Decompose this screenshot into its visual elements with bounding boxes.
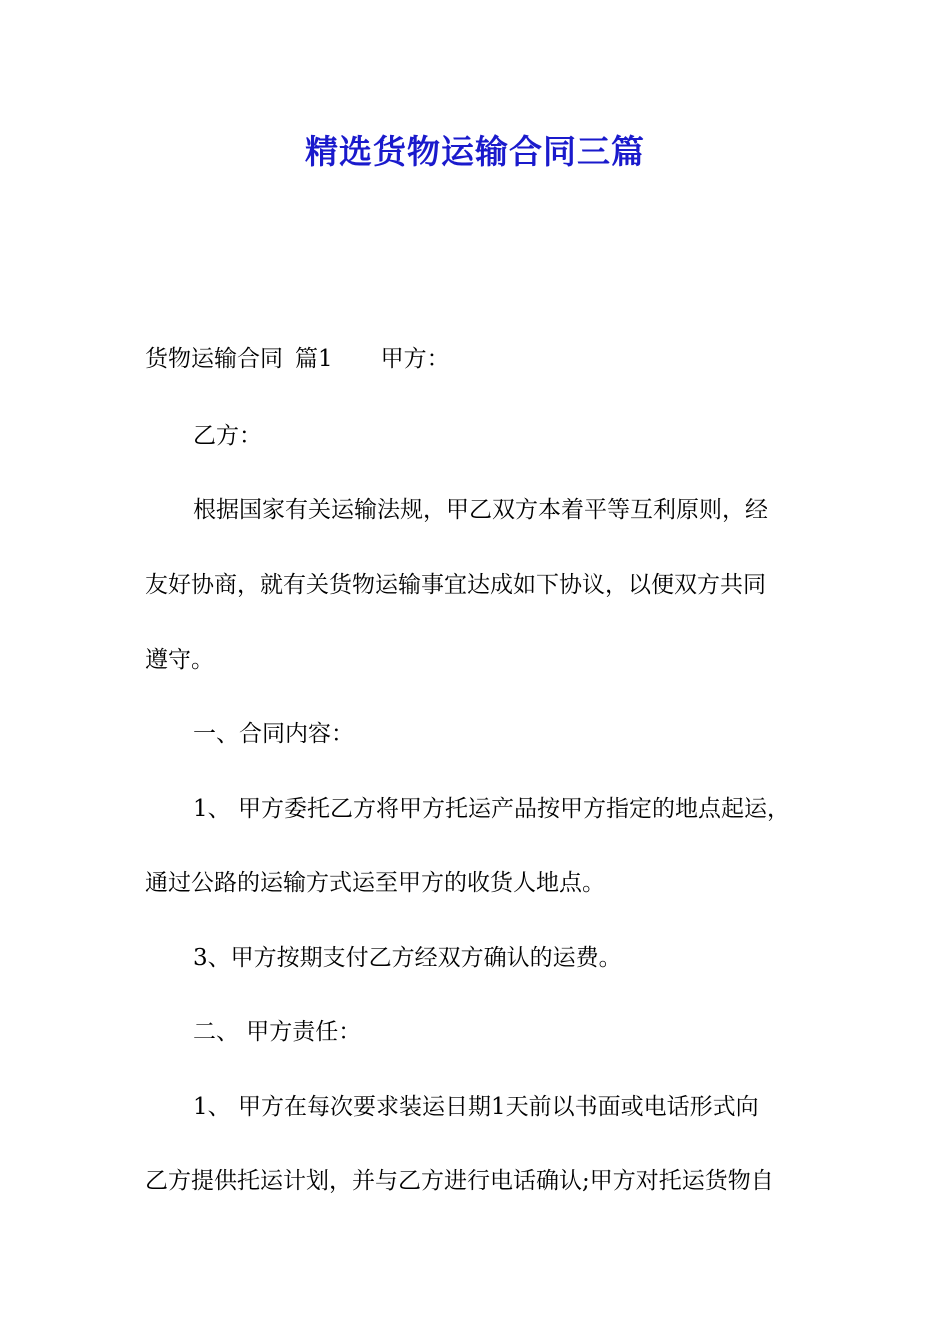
paragraph-line: 乙方提供托运计划，并与乙方进行电话确认;甲方对托运货物自 [145, 1168, 774, 1194]
party-b-label: 乙方： [193, 423, 262, 449]
document-title: 精选货物运输合同三篇 [305, 132, 645, 171]
paragraph-line: 1、 甲方在每次要求装运日期1天前以书面或电话形式向 [193, 1094, 759, 1120]
paragraph-line: 根据国家有关运输法规，甲乙双方本着平等互利原则，经 [193, 497, 768, 523]
section-heading [145, 343, 450, 375]
paragraph-line: 1、 甲方委托乙方将甲方托运产品按甲方指定的地点起运， [193, 796, 790, 822]
clause-heading: 二、 甲方责任： [193, 1019, 362, 1045]
paragraph-line: 通过公路的运输方式运至甲方的收货人地点。 [145, 870, 605, 896]
paragraph-line: 遵守。 [145, 647, 214, 673]
heading-name: 货物运输合同 [145, 346, 283, 372]
heading-number: 篇1 [295, 346, 333, 372]
party-a-label: 甲方： [380, 346, 450, 372]
clause-heading: 一、合同内容： [193, 721, 354, 747]
paragraph-line: 友好协商，就有关货物运输事宜达成如下协议，以便双方共同 [145, 572, 766, 598]
paragraph-line: 3、甲方按期支付乙方经双方确认的运费。 [193, 945, 622, 971]
